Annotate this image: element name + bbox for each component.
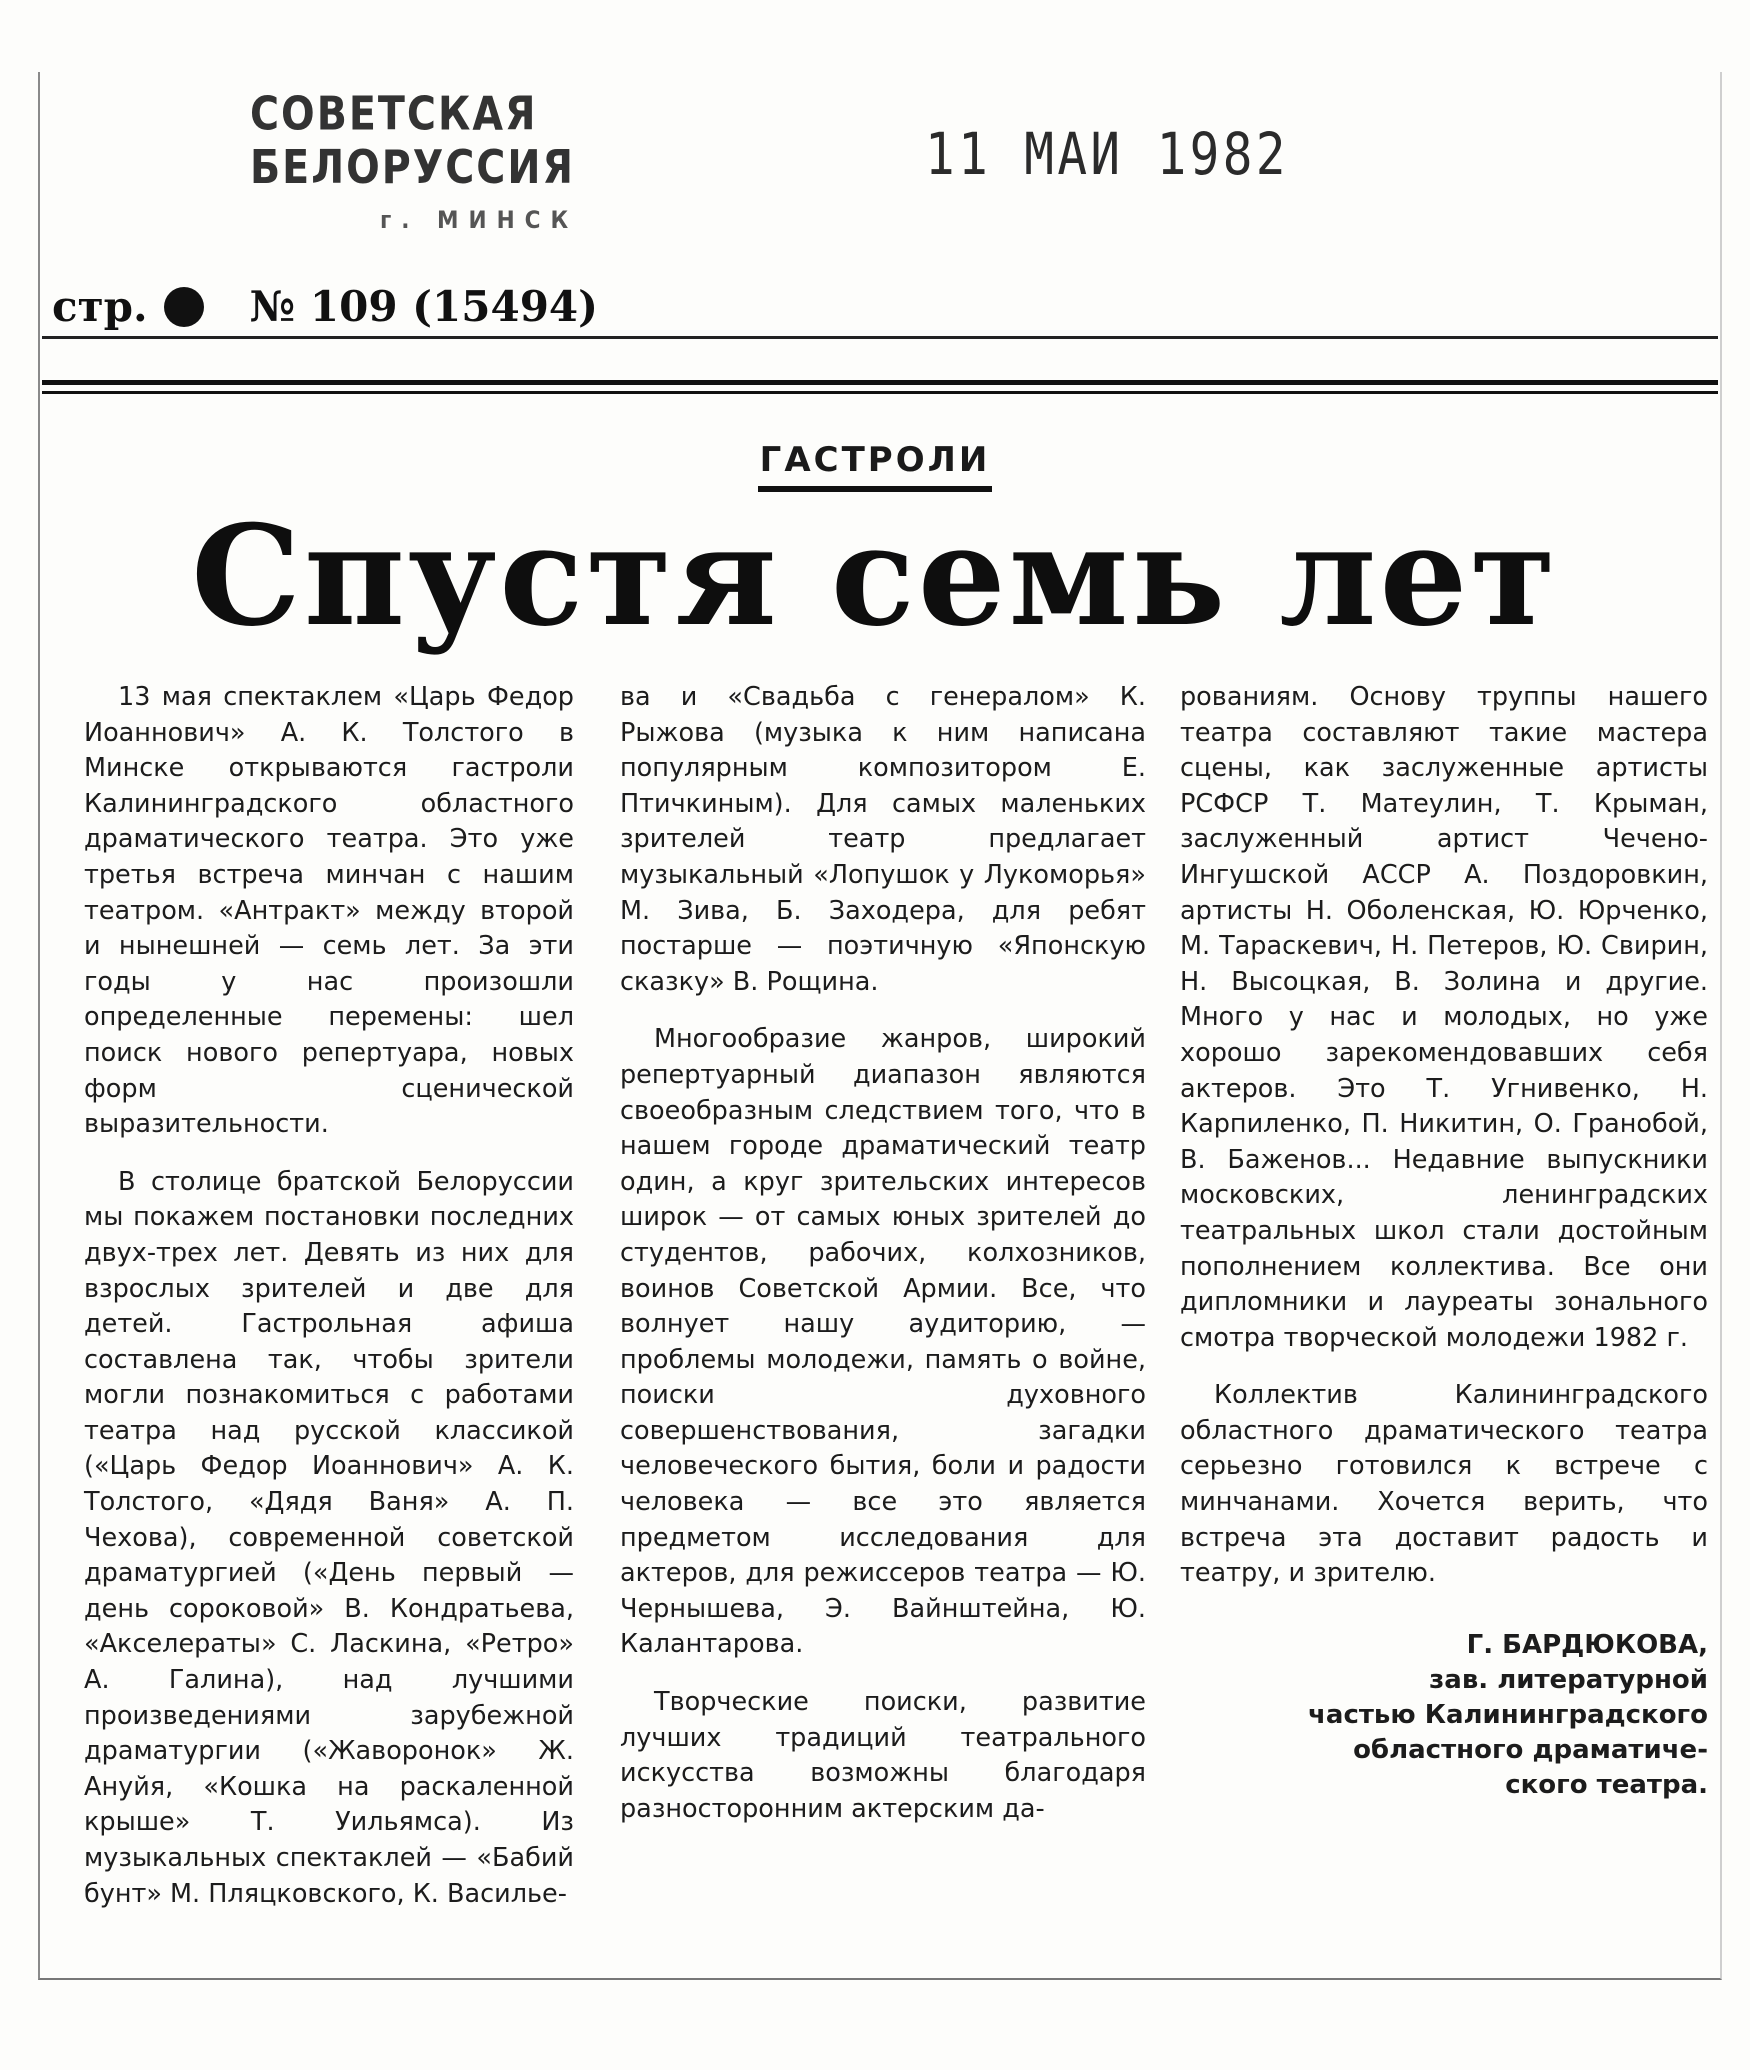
issue-number: № 109 (15494) [249,282,599,331]
rubric [0,440,1750,492]
author-role: зав. литературной частью Калининградского областного драматиче- ского театра. [1308,1664,1708,1800]
paragraph: ва и «Свадьба с генералом» К. Рыжова (музыка к ним написана популярным композитором Е. Птичкиным). Для самых маленьких зрителей театр предлагает музыкальный «Лопушок у Лукоморья» М. Зива, Б. Заходера, для ребят постарше — поэтичную «Японскую сказку» В. Рощина. [620,682,1146,997]
article-column-2 [620,680,1146,1827]
rubric-label: ГАСТРОЛИ [758,440,993,492]
article-column-1 [84,680,574,1912]
article-column-3 [1180,680,1708,1803]
article-headline: Спустя семь лет [191,494,1559,657]
divider [42,336,1718,339]
newspaper-stamp [250,87,750,234]
page-label: стр. [52,282,148,331]
paragraph: Творческие поиски, развитие лучших традиций театрального искусства возможны благодаря разносторонним актерским да- [620,1687,1146,1824]
newspaper-city: г. МИНСК [380,206,579,234]
newspaper-name: СОВЕТСКАЯ БЕЛОРУССИЯ [250,87,575,195]
paragraph: Коллектив Калининградского областного драматического театра серьезно готовился к встрече с минчанами. Хочется верить, что встреча эта доставит радость и театру, и зрителю. [1180,1380,1708,1589]
paragraph: В столице братской Белоруссии мы покажем постановки последних двух-трех лет. Девять из них для взрослых зрителей и две для детей. Гастрольная афиша составлена так, чтобы зрители могли познакомиться с работами театра над русской классикой («Царь Федор Иоаннович» А. К. Толстого, «Дядя Ваня» А. П. Чехова), современной советской драматургией («День первый — день сороковой» В. Кондратьева, «Акселераты» С. Ласкина, «Ретро» А. Галина), над лучшими произведениями зарубежной драматургии («Жаворонок» Ж. Ануйя, «Кошка на раскаленной крыше» Т. Уильямса). Из музыкальных спектаклей — «Бабий бунт» М. Пляцковского, К. Василье- [84,1166,574,1909]
double-divider [42,380,1718,394]
signature [1180,1628,1708,1803]
author-name: Г. БАРДЮКОВА, [1466,1629,1708,1660]
paragraph: Многообразие жанров, широкий репертуарный диапазон являются своеобразным следствием того, что в нашем городе драматический театр один, а круг зрительских интересов широк — от самых юных зрителей до студентов, рабочих, колхозников, воинов Советской Армии. Все, что волнует нашу аудиторию, — проблемы молодежи, память о войне, поиски духовного совершенствования, загадки человеческого бытия, боли и радости человека — все это является предметом исследования для актеров, для режиссеров театра — Ю. Чернышева, Э. Вайнштейна, Ю. Калантарова. [620,1024,1146,1660]
paragraph: 13 мая спектаклем «Царь Федор Иоаннович» А. К. Толстого в Минске открываются гастроли Калининградского областного драматического театра. Это уже третья встреча минчан с нашим театром. «Антракт» между второй и нынешней — семь лет. За эти годы у нас произошли определенные перемены: шел поиск нового репертуара, новых форм сценической выразительности. [84,682,574,1140]
date-stamp: 11 МАИ 1982 [925,120,1289,188]
issue-line [52,282,598,331]
bullet-icon [164,287,204,327]
paragraph: рованиям. Основу труппы нашего театра составляют такие мастера сцены, как заслуженные артисты РСФСР Т. Матеулин, Т. Крыман, заслуженный артист Чечено-Ингушской АССР А. Поздоровкин, артисты Н. Оболенская, Ю. Юрченко, М. Тараскевич, Н. Петеров, Ю. Свирин, Н. Высоцкая, В. Золина и другие. Много у нас и молодых, но уже хорошо зарекомендовавших себя актеров. Это Т. Угнивенко, Н. Карпиленко, П. Никитин, О. Гранобой, В. Баженов... Недавние выпускники московских, ленинградских театральных школ стали достойным пополнением коллектива. Все они дипломники и лауреаты зонального смотра творческой молодежи 1982 г. [1180,682,1708,1353]
